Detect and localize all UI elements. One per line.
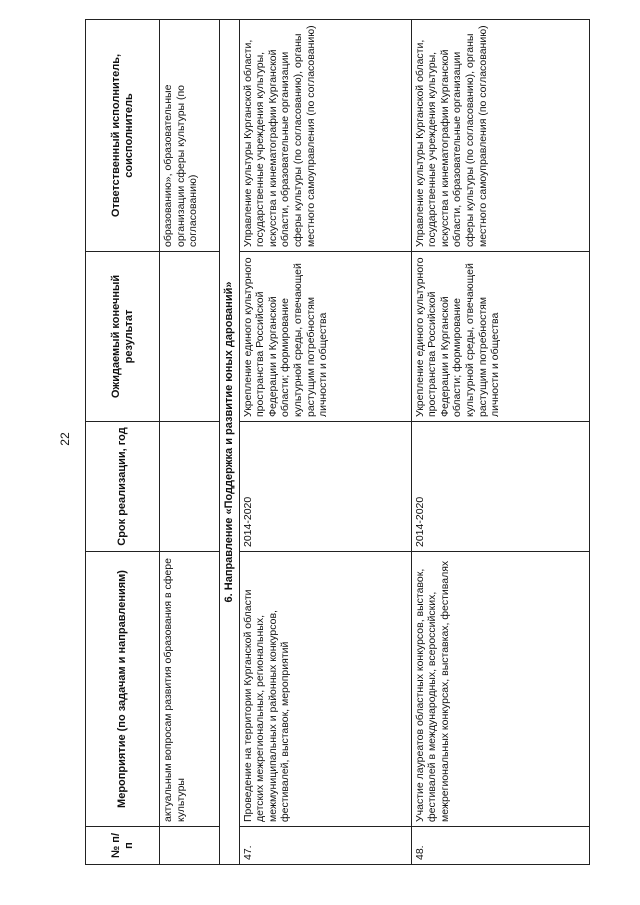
cell-result: Укрепление единого культурного пространства Российской Федерации и Курганской области; формирование культурной среды, отвечающей растущим потребностям личности и общества — [239, 252, 411, 422]
cell-executor: Управление культуры Курганской области, государственные учреждения культуры, искусства и кинематографии Курганской области, образовательные организации сферы культуры (по согласованию), органы местного самоуправления (по согласованию) — [411, 20, 589, 252]
table-container — [85, 20, 605, 865]
cell-result: Укрепление единого культурного пространства Российской Федерации и Курганской области; формирование культурной среды, отвечающей растущим потребностям личности и общества — [411, 252, 589, 422]
cell-executor: Управление культуры Курганской области, государственные учреждения культуры, искусства и кинематографии Курганской области, образовательные организации сферы культуры (по согласованию), органы местного самоуправления (по согласованию) — [239, 20, 411, 252]
table-row — [411, 20, 589, 865]
header-row — [86, 20, 160, 865]
header-result: Ожидаемый конечный результат — [86, 252, 160, 422]
header-activity: Мероприятие (по задачам и направлениям) — [86, 552, 160, 827]
cell-term — [160, 422, 220, 552]
cell-activity: актуальным вопросам развития образования в сфере культуры — [160, 552, 220, 827]
table-row — [239, 20, 411, 865]
section-row — [220, 20, 240, 865]
continuation-row — [160, 20, 220, 865]
header-num: № п/п — [86, 827, 160, 865]
activities-table — [85, 19, 590, 865]
section-title: 6. Направление «Поддержка и развитие юных дарований» — [220, 20, 240, 865]
cell-term: 2014-2020 — [239, 422, 411, 552]
cell-num: 47. — [239, 827, 411, 865]
cell-executor: образованию», образовательные организации сферы культуры (по согласованию) — [160, 20, 220, 252]
header-term: Срок реализации, год — [86, 422, 160, 552]
cell-num: 48. — [411, 827, 589, 865]
cell-result — [160, 252, 220, 422]
cell-term: 2014-2020 — [411, 422, 589, 552]
cell-activity: Проведение на территории Курганской области детских межрегиональных, региональных, межмуниципальных и районных конкурсов, фестивалей, выставок, мероприятий — [239, 552, 411, 827]
header-executor: Ответственный исполнитель, соисполнитель — [86, 20, 160, 252]
cell-activity: Участие лауреатов областных конкурсов, выставок, фестивалей в международных, всероссийских, межрегиональных конкурсах, выставках, фестивалях — [411, 552, 589, 827]
rotated-page-content — [85, 20, 605, 865]
cell-num — [160, 827, 220, 865]
page-number: 22 — [58, 432, 72, 446]
